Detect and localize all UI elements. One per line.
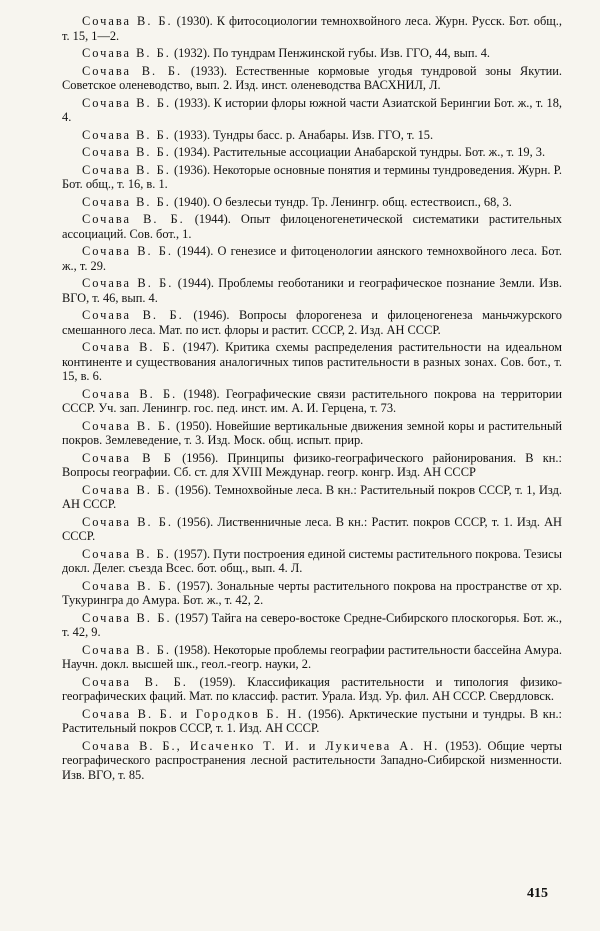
reference-text: (1956). Лиственничные леса. В кн.: Растит. покров СССР, т. 1. Изд. АН СССР. <box>62 514 562 543</box>
reference-entry <box>62 707 562 736</box>
reference-text: (1953). Общие черты географического распространения лесной растительности Западно-Сибирской низменности. Изв. ВГО, т. 85. <box>62 738 562 782</box>
reference-entry <box>62 46 562 61</box>
reference-author: Сочава В. Б. <box>82 642 172 657</box>
reference-author: Сочава В. Б. <box>82 63 183 78</box>
reference-entry <box>62 96 562 125</box>
reference-entry <box>62 163 562 192</box>
reference-text: (1936). Некоторые основные понятия и термины тундроведения. Журн. Р. Бот. общ., т. 16, в. 1. <box>62 162 563 191</box>
reference-author: Сочава В. Б. <box>82 95 172 110</box>
reference-text: (1944). Опыт филоценогенетической систематики растительных ассоциаций. Сов. бот., 1. <box>62 212 562 241</box>
reference-text: (1932). По тундрам Пенжинской губы. Изв. ГГО, 44, вып. 4. <box>173 46 491 60</box>
reference-author: Сочава В. Б. <box>82 145 171 159</box>
reference-text: (1956). Темнохвойные леса. В кн.: Растительный покров СССР, т. 1, Изд. АН СССР. <box>62 482 562 511</box>
reference-text: (1946). Вопросы флорогенеза и филоценогенеза маньчжурского смешанного леса. Мат. по ист. флоры и растит. СССР, 2. Изд. АН СССР. <box>62 308 562 337</box>
reference-author: Сочава В. Б. <box>82 14 173 28</box>
reference-entry <box>62 145 562 160</box>
reference-author: Сочава В. Б. <box>82 610 172 625</box>
reference-entry <box>62 128 562 143</box>
reference-text: (1933). К истории флоры южной части Азиатской Берингии Бот. ж., т. 18, 4. <box>62 95 562 124</box>
reference-author: Сочава В. Б. <box>82 46 171 60</box>
reference-author: Сочава В. Б. <box>82 418 173 433</box>
reference-text: (1933). Тундры басс. р. Анабары. Изв. ГГО, т. 15. <box>173 127 434 142</box>
reference-entry <box>62 547 562 576</box>
reference-entry <box>62 579 562 608</box>
reference-author: Сочава В. Б. <box>82 340 177 354</box>
reference-entry <box>62 675 562 704</box>
reference-author: Сочава В. Б. <box>82 546 171 561</box>
reference-text: (1959). Классификация растительности и типология физико-географических фаций. Мат. по классиф. растит. Урала. Изд. Ур. фил. АН СССР. Свердловск. <box>62 674 562 703</box>
reference-entry <box>62 14 562 43</box>
reference-text: (1957). Пути построения единой системы растительного покрова. Тезисы докл. Делег. съезда Всес. бот. общ., вып. 4. Л. <box>62 546 562 575</box>
reference-text: (1944). Проблемы геоботаники и географическое познание Земли. Изв. ВГО, т. 46, вып. 4. <box>62 276 562 305</box>
reference-text: (1950). Новейшие вертикальные движения земной коры и растительный покров. Землеведение, т. 3. Изд. Моск. общ. испыт. прир. <box>62 418 562 447</box>
reference-entry <box>62 611 562 640</box>
reference-text: (1947). Критика схемы распределения растительности на идеальном континенте и существования аналогичных типов растительности в разных зонах. Сов. бот., т. 15, в. 6. <box>62 340 562 383</box>
reference-text: (1956). Принципы физико-географического районирования. В кн.: Вопросы географии. Сб. ст. для XVIII Междунар. геогр. конгр. Изд. АН СССР <box>62 450 562 479</box>
reference-author: Сочава В. Б. <box>82 194 171 209</box>
reference-entry <box>62 451 562 480</box>
reference-author: Сочава В. Б. <box>82 276 174 290</box>
reference-entry <box>62 419 562 448</box>
reference-entry <box>62 387 562 416</box>
reference-author: Сочава В. Б. <box>82 127 171 142</box>
reference-text: (1956). Арктические пустыни и тундры. В кн.: Растительный покров СССР, т. 1. Изд. АН СССР. <box>62 706 563 735</box>
reference-author: Сочава В. Б. <box>82 162 171 177</box>
reference-entry <box>62 64 562 93</box>
reference-text: (1958). Некоторые проблемы географии растительности бассейна Амура. Научн. докл. высшей шк., геол.-геогр. науки, 2. <box>62 642 562 671</box>
reference-text: (1948). Географические связи растительного покрова на территории СССР. Уч. зап. Ленингр. гос. пед. инст. им. А. И. Герцена, т. 73. <box>62 386 562 415</box>
reference-author: Сочава В. Б. <box>82 578 173 593</box>
reference-entry <box>62 195 562 210</box>
reference-entry <box>62 308 562 337</box>
reference-author: Сочава В. Б. <box>82 674 188 689</box>
page-number: 415 <box>527 886 548 901</box>
reference-author: Сочава В. Б. <box>82 482 172 497</box>
reference-entry <box>62 483 562 512</box>
reference-entry <box>62 643 562 672</box>
reference-text: (1933). Естественные кормовые угодья тундровой зоны Якутии. Советское оленеводство, вып. 2. Изд. инст. оленеводства ВАСХНИЛ, Л. <box>62 63 563 92</box>
reference-entry <box>62 340 562 384</box>
reference-text: (1934). Растительные ассоциации Анабарской тундры. Бот. ж., т. 19, 3. <box>173 145 546 159</box>
reference-author: Сочава В Б <box>82 450 173 465</box>
reference-author: Сочава В. Б. и Городков Б. Н. <box>82 706 304 721</box>
reference-text: (1957) Тайга на северо-востоке Средне-Сибирского плоскогорья. Бот. ж., т. 42, 9. <box>62 610 562 639</box>
reference-author: Сочава В. Б. <box>82 212 185 226</box>
reference-entry <box>62 276 562 305</box>
reference-entry <box>62 515 562 544</box>
reference-author: Сочава В. Б. <box>82 308 184 322</box>
reference-entry <box>62 739 562 783</box>
reference-text: (1940). О безлесьи тундр. Тр. Ленингр. общ. естествоисп., 68, 3. <box>173 194 512 209</box>
reference-text: (1957). Зональные черты растительного покрова на пространстве от хр. Тукурингра до Амура. Бот. ж., т. 42, 2. <box>62 578 562 607</box>
reference-entry <box>62 212 562 241</box>
reference-author: Сочава В. Б. <box>82 386 178 401</box>
reference-list <box>62 14 562 785</box>
reference-text: (1944). О генезисе и фитоценологии аянского темнохвойного леса. Бот. ж., т. 29. <box>62 244 562 273</box>
reference-author: Сочава В. Б., Исаченко Т. И. и Лукичева А. Н. <box>82 738 440 753</box>
reference-text: (1930). К фитосоциологии темнохвойного леса. Журн. Русск. Бот. общ., т. 15, 1—2. <box>62 14 562 43</box>
reference-author: Сочава В. Б. <box>82 514 173 529</box>
reference-entry <box>62 244 562 273</box>
reference-author: Сочава В. Б. <box>82 244 173 258</box>
